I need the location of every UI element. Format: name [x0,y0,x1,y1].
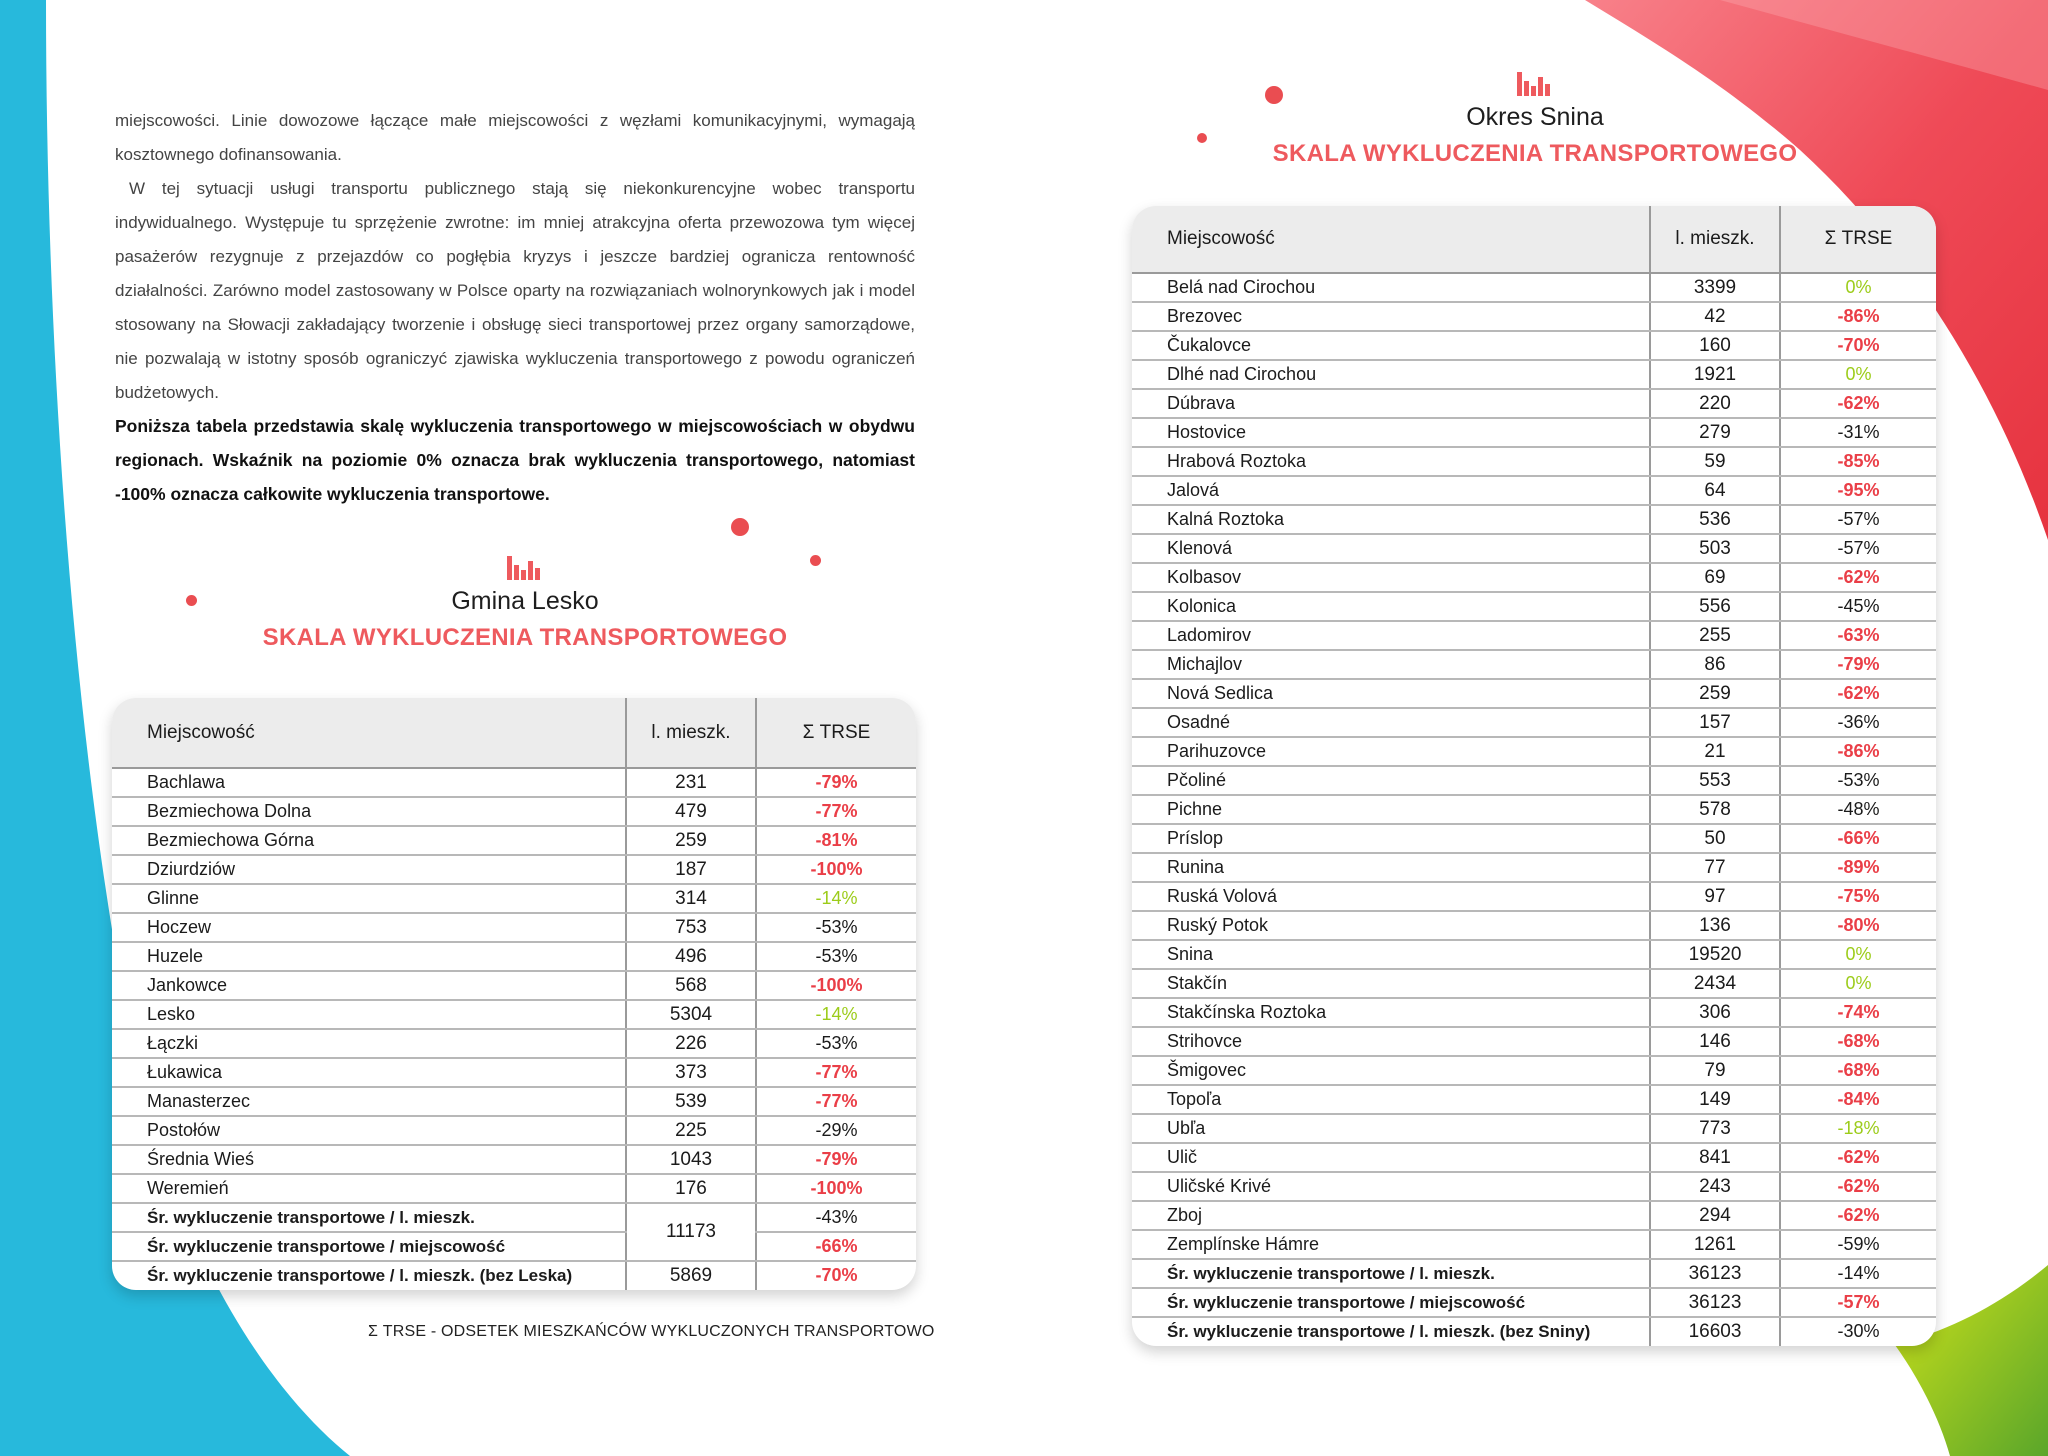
place-cell: Parihuzovce [1132,737,1650,766]
place-cell: Dúbrava [1132,389,1650,418]
table-row [1132,1143,1936,1172]
place-cell: Glinne [112,884,626,913]
trse-cell: -70% [756,1261,916,1290]
trse-cell: -14% [756,884,916,913]
population-cell: 3399 [1650,273,1780,302]
trse-cell: -59% [1780,1230,1936,1259]
column-header-population: l. mieszk. [1650,206,1780,273]
table-row [1132,998,1936,1027]
bar-chart-icon [1517,72,1553,101]
table-row [112,826,916,855]
trse-legend: Σ TRSE - ODSETEK MIESZKAŃCÓW WYKLUCZONYCH TRANSPORTOWO [368,1323,935,1340]
table-row [1132,1085,1936,1114]
place-cell: Zemplínske Hámre [1132,1230,1650,1259]
table-row [112,1145,916,1174]
population-cell: 279 [1650,418,1780,447]
place-cell: Nová Sedlica [1132,679,1650,708]
population-cell: 146 [1650,1027,1780,1056]
table-row [1132,331,1936,360]
trse-cell: -62% [1780,563,1936,592]
table-row [1132,418,1936,447]
trse-cell: -14% [756,1000,916,1029]
place-cell: Jalová [1132,476,1650,505]
population-cell: 1921 [1650,360,1780,389]
table-row [112,884,916,913]
population-cell: 2434 [1650,969,1780,998]
summary-label: Śr. wykluczenie transportowe / miejscowość [112,1232,626,1261]
population-cell: 496 [626,942,756,971]
table-row [1132,708,1936,737]
trse-cell: -53% [756,1029,916,1058]
table-row [1132,476,1936,505]
table-row [1132,882,1936,911]
trse-cell: -57% [1780,1288,1936,1317]
table-row [112,855,916,884]
population-cell: 187 [626,855,756,884]
population-cell: 259 [1650,679,1780,708]
table-row [1132,389,1936,418]
summary-label: Śr. wykluczenie transportowe / miejscowość [1132,1288,1650,1317]
trse-cell: -53% [1780,766,1936,795]
trse-cell: -100% [756,1174,916,1203]
place-cell: Łukawica [112,1058,626,1087]
lesko-table-card [112,698,916,1290]
population-cell: 556 [1650,592,1780,621]
population-cell: 97 [1650,882,1780,911]
population-cell: 225 [626,1116,756,1145]
place-cell: Kalná Roztoka [1132,505,1650,534]
lead-paragraph: Poniższa tabela przedstawia skalę wykluczenia transportowego w miejscowościach w obydwu regionach. Wskaźnik na poziomie 0% oznacza brak wykluczenia transportowego, natomiast -100% oznacza całkowite wykluczenia transportowe. [115,416,915,504]
intro-paragraph-1: miejscowości. Linie dowozowe łączące małe miejscowości z węzłami komunikacyjnymi, wymagają kosztownego dofinansowania. [115,111,915,164]
place-cell: Kolbasov [1132,563,1650,592]
trse-cell: -62% [1780,1143,1936,1172]
population-cell: 1261 [1650,1230,1780,1259]
table-row [112,913,916,942]
lesko-table [112,698,916,1290]
table-row [1132,1172,1936,1201]
population-cell: 231 [626,768,756,797]
place-cell: Príslop [1132,824,1650,853]
population-cell: 255 [1650,621,1780,650]
population-cell: 64 [1650,476,1780,505]
place-cell: Strihovce [1132,1027,1650,1056]
population-cell: 160 [1650,331,1780,360]
table-row [1132,273,1936,302]
trse-cell: -48% [1780,795,1936,824]
column-header-trse: Σ TRSE [756,698,916,768]
population-cell: 536 [1650,505,1780,534]
place-cell: Uličské Krivé [1132,1172,1650,1201]
population-cell: 578 [1650,795,1780,824]
population-cell: 243 [1650,1172,1780,1201]
trse-cell: -81% [756,826,916,855]
population-cell: 294 [1650,1201,1780,1230]
table-row [112,768,916,797]
table-row [1132,911,1936,940]
table-row [1132,940,1936,969]
trse-cell: -86% [1780,737,1936,766]
place-cell: Michajlov [1132,650,1650,679]
population-cell: 11173 [626,1203,756,1261]
place-cell: Šmigovec [1132,1056,1650,1085]
place-cell: Zboj [1132,1201,1650,1230]
trse-cell: -57% [1780,534,1936,563]
place-cell: Runina [1132,853,1650,882]
table-row [1132,795,1936,824]
population-cell: 136 [1650,911,1780,940]
population-cell: 373 [626,1058,756,1087]
trse-cell: -77% [756,1058,916,1087]
population-cell: 773 [1650,1114,1780,1143]
table-row [1132,360,1936,389]
place-cell: Łączki [112,1029,626,1058]
table-row [112,942,916,971]
trse-cell: -95% [1780,476,1936,505]
population-cell: 503 [1650,534,1780,563]
trse-cell: -85% [1780,447,1936,476]
snina-table-card [1132,206,1936,1346]
place-cell: Hoczew [112,913,626,942]
trse-cell: 0% [1780,273,1936,302]
trse-cell: -68% [1780,1056,1936,1085]
place-cell: Postołów [112,1116,626,1145]
table-row [1132,1027,1936,1056]
lesko-heading [220,556,830,652]
trse-cell: -53% [756,942,916,971]
trse-cell: -18% [1780,1114,1936,1143]
table-row [112,1029,916,1058]
table-row [112,971,916,1000]
population-cell: 220 [1650,389,1780,418]
place-cell: Pčoliné [1132,766,1650,795]
trse-cell: -100% [756,971,916,1000]
decorative-dot [1197,133,1207,143]
intro-text [115,104,915,410]
population-cell: 69 [1650,563,1780,592]
place-cell: Osadné [1132,708,1650,737]
summary-row [1132,1317,1936,1346]
table-row [1132,592,1936,621]
summary-label: Śr. wykluczenie transportowe / l. mieszk. (bez Sniny) [1167,1321,1591,1341]
trse-cell: -77% [756,1087,916,1116]
population-cell: 149 [1650,1085,1780,1114]
snina-heading [1230,72,1840,168]
trse-cell: -45% [1780,592,1936,621]
place-cell: Średnia Wieś [112,1145,626,1174]
place-cell: Ladomirov [1132,621,1650,650]
population-cell: 77 [1650,853,1780,882]
population-cell: 479 [626,797,756,826]
column-header-name: Miejscowość [112,698,626,768]
summary-row [112,1203,916,1232]
snina-place-name: Okres Snina [1466,103,1604,131]
trse-cell: -66% [1780,824,1936,853]
population-cell: 5304 [626,1000,756,1029]
place-cell: Kolonica [1132,592,1650,621]
lesko-place-name: Gmina Lesko [451,587,599,615]
summary-label: Śr. wykluczenie transportowe / l. mieszk. [112,1203,626,1232]
table-row [1132,737,1936,766]
place-cell: Pichne [1132,795,1650,824]
population-cell: 1043 [626,1145,756,1174]
place-cell: Stakčín [1132,969,1650,998]
trse-cell: -62% [1780,1172,1936,1201]
bar-chart-icon [507,556,543,585]
place-cell: Klenová [1132,534,1650,563]
trse-cell: -84% [1780,1085,1936,1114]
place-cell: Čukalovce [1132,331,1650,360]
population-cell: 16603 [1650,1317,1780,1346]
table-row [112,1174,916,1203]
trse-cell: -57% [1780,505,1936,534]
place-cell: Lesko [112,1000,626,1029]
population-cell: 36123 [1650,1259,1780,1288]
trse-cell: -62% [1780,389,1936,418]
trse-cell: -68% [1780,1027,1936,1056]
trse-cell: -79% [1780,650,1936,679]
column-header-population: l. mieszk. [626,698,756,768]
place-cell: Bezmiechowa Górna [112,826,626,855]
place-cell: Brezovec [1132,302,1650,331]
population-cell: 36123 [1650,1288,1780,1317]
place-cell: Snina [1132,940,1650,969]
population-cell: 19520 [1650,940,1780,969]
trse-cell: -30% [1780,1317,1936,1346]
place-cell: Stakčínska Roztoka [1132,998,1650,1027]
population-cell: 59 [1650,447,1780,476]
trse-cell: 0% [1780,360,1936,389]
decorative-dot [186,595,197,606]
snina-table-title: SKALA WYKLUCZENIA TRANSPORTOWEGO [1272,140,1798,167]
population-cell: 553 [1650,766,1780,795]
population-cell: 306 [1650,998,1780,1027]
lesko-table-title: SKALA WYKLUCZENIA TRANSPORTOWEGO [262,624,788,651]
trse-cell: -43% [756,1203,916,1232]
summary-label: Śr. wykluczenie transportowe / l. mieszk. [1132,1259,1650,1288]
trse-cell: -79% [756,768,916,797]
place-cell: Hostovice [1132,418,1650,447]
decorative-dot [731,518,749,536]
table-row [1132,1201,1936,1230]
table-row [1132,302,1936,331]
table-row [1132,853,1936,882]
population-cell: 21 [1650,737,1780,766]
table-row [1132,1056,1936,1085]
population-cell: 86 [1650,650,1780,679]
trse-cell: -29% [756,1116,916,1145]
snina-table [1132,206,1936,1346]
table-row [112,1000,916,1029]
table-row [1132,534,1936,563]
table-row [112,1116,916,1145]
place-cell: Dlhé nad Cirochou [1132,360,1650,389]
trse-cell: -86% [1780,302,1936,331]
population-cell: 753 [626,913,756,942]
place-cell: Bezmiechowa Dolna [112,797,626,826]
trse-cell: -31% [1780,418,1936,447]
trse-cell: -62% [1780,1201,1936,1230]
table-row [1132,824,1936,853]
trse-cell: -53% [756,913,916,942]
place-cell: Ruská Volová [1132,882,1650,911]
trse-cell: -62% [1780,679,1936,708]
summary-row [1132,1288,1936,1317]
population-cell: 42 [1650,302,1780,331]
population-cell: 5869 [626,1261,756,1290]
summary-row [112,1232,916,1261]
table-row [1132,505,1936,534]
trse-cell: -66% [756,1232,916,1261]
place-cell: Huzele [112,942,626,971]
trse-cell: -63% [1780,621,1936,650]
place-cell: Hrabová Roztoka [1132,447,1650,476]
summary-row [112,1261,916,1290]
population-cell: 259 [626,826,756,855]
summary-label: Śr. wykluczenie transportowe / l. mieszk. (bez Leska) [147,1265,573,1285]
place-cell: Ubľa [1132,1114,1650,1143]
population-cell: 539 [626,1087,756,1116]
trse-cell: -89% [1780,853,1936,882]
table-row [1132,447,1936,476]
trse-cell: -36% [1780,708,1936,737]
place-cell: Dziurdziów [112,855,626,884]
population-cell: 176 [626,1174,756,1203]
trse-cell: -79% [756,1145,916,1174]
place-cell: Ulič [1132,1143,1650,1172]
trse-cell: 0% [1780,969,1936,998]
place-cell: Manasterzec [112,1087,626,1116]
table-row [1132,650,1936,679]
trse-cell: -100% [756,855,916,884]
population-cell: 314 [626,884,756,913]
column-header-trse: Σ TRSE [1780,206,1936,273]
table-row [1132,621,1936,650]
place-cell: Belá nad Cirochou [1132,273,1650,302]
trse-cell: -75% [1780,882,1936,911]
table-row [1132,679,1936,708]
population-cell: 79 [1650,1056,1780,1085]
place-cell: Jankowce [112,971,626,1000]
table-row [1132,1114,1936,1143]
table-row [1132,563,1936,592]
place-cell: Weremień [112,1174,626,1203]
trse-cell: -14% [1780,1259,1936,1288]
summary-row [1132,1259,1936,1288]
place-cell: Bachlawa [112,768,626,797]
population-cell: 568 [626,971,756,1000]
population-cell: 157 [1650,708,1780,737]
column-header-name: Miejscowość [1132,206,1650,273]
trse-cell: 0% [1780,940,1936,969]
population-cell: 226 [626,1029,756,1058]
population-cell: 50 [1650,824,1780,853]
table-row [1132,766,1936,795]
trse-cell: -77% [756,797,916,826]
population-cell: 841 [1650,1143,1780,1172]
table-row [112,1087,916,1116]
trse-cell: -70% [1780,331,1936,360]
trse-cell: -74% [1780,998,1936,1027]
place-cell: Ruský Potok [1132,911,1650,940]
table-row [1132,1230,1936,1259]
intro-paragraph-2: W tej sytuacji usługi transportu publicznego stają się niekonkurencyjne wobec transportu indywidualnego. Występuje tu sprzężenie zwrotne: im mniej atrakcyjna oferta przewozowa tym więcej pasażerów rezygnuje z przejazdów co pogłębia kryzys i jeszcze bardziej ogranicza rentowność działalności. Zarówno model zastosowany w Polsce oparty na rozwiązaniach wolnorynkowych jak i model stosowany na Słowacji zakładający tworzenie i obsługę sieci transportowej przez organy samorządowe, nie pozwalają w istotny sposób ograniczyć zjawiska wykluczenia transportowego z powodu ograniczeń budżetowych. [115,179,915,402]
table-row [112,797,916,826]
place-cell: Topoľa [1132,1085,1650,1114]
trse-cell: -80% [1780,911,1936,940]
table-row [1132,969,1936,998]
table-row [112,1058,916,1087]
